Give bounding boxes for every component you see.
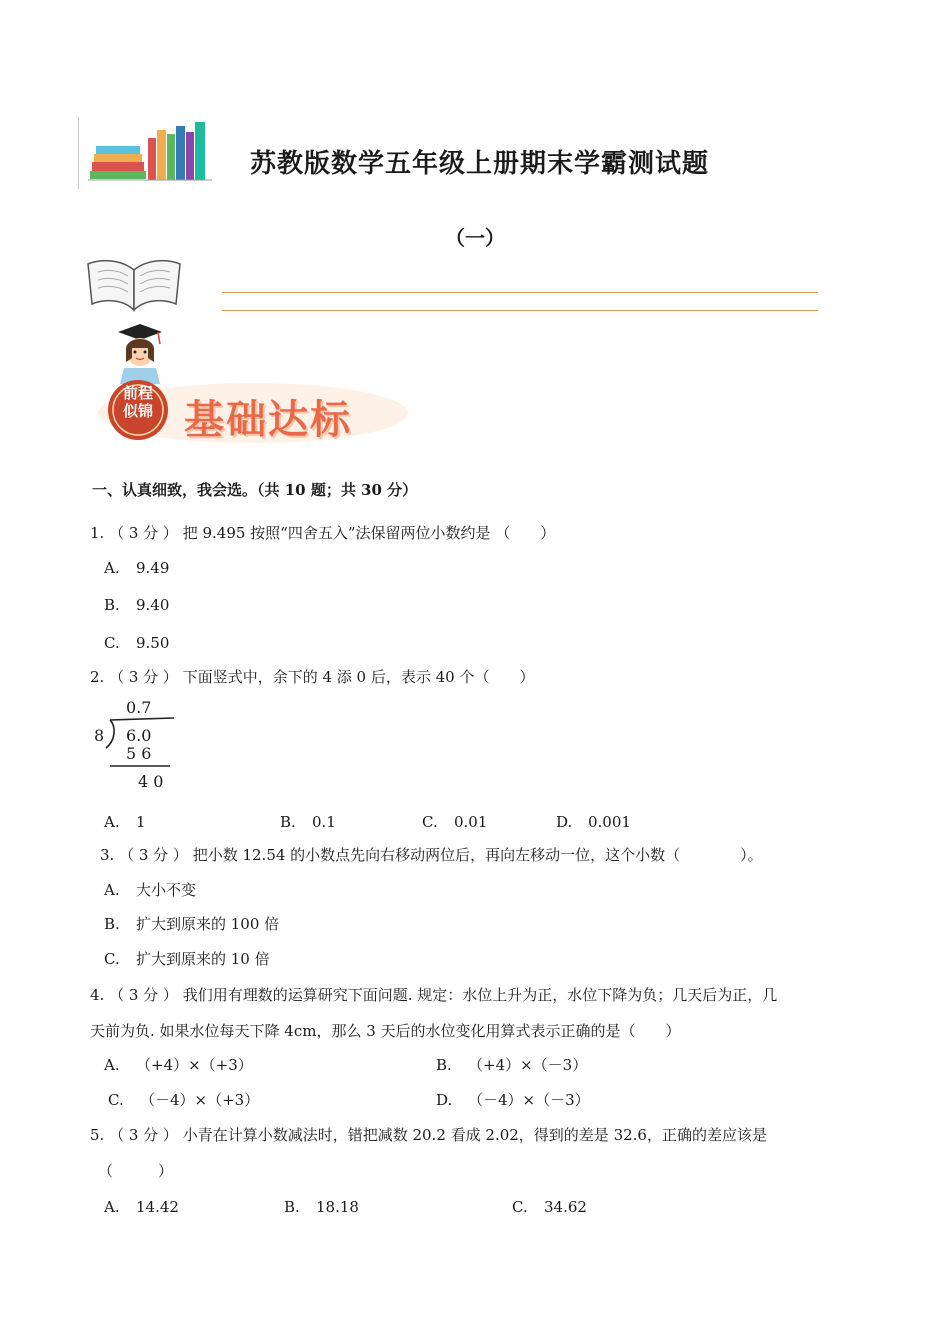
option-letter: D. — [556, 813, 573, 831]
open-book-icon — [84, 252, 184, 316]
option-text: 14.42 — [136, 1198, 179, 1216]
division-quotient: 0.7 — [126, 698, 152, 717]
option-text: 34.62 — [544, 1198, 587, 1216]
question-5-stem-line-1: 5. （ 3 分 ） 小青在计算小数减法时，错把减数 20.2 看成 2.02，得到的差是 32.6，正确的差应该是 — [90, 1126, 767, 1144]
option-text: 18.18 — [316, 1198, 359, 1216]
option-letter: A. — [104, 559, 120, 577]
basic-badge — [88, 318, 418, 448]
question-3-option-c[interactable] — [104, 949, 270, 969]
question-1-option-c[interactable] — [104, 633, 169, 653]
question-4-option-d[interactable] — [436, 1090, 590, 1110]
option-text: 9.40 — [136, 596, 170, 614]
page-title: 苏教版数学五年级上册期末学霸测试题 — [250, 149, 710, 179]
division-dividend: 6.0 — [126, 726, 152, 745]
option-letter: C. — [108, 1091, 124, 1109]
question-5-option-a[interactable] — [104, 1197, 179, 1217]
books-icon — [88, 118, 212, 182]
question-4-stem-line-1: 4. （ 3 分 ） 我们用有理数的运算研究下面问题. 规定：水位上升为正，水位下降为负；几天后为正，几 — [90, 986, 778, 1004]
option-letter: C. — [422, 813, 438, 831]
option-text: 大小不变 — [136, 881, 197, 899]
option-text: 0.01 — [454, 813, 488, 831]
question-4-option-b[interactable] — [436, 1055, 587, 1075]
question-3-option-b[interactable] — [104, 914, 279, 934]
question-2-option-c[interactable] — [422, 812, 487, 832]
option-letter: C. — [512, 1198, 528, 1216]
header-divider — [78, 117, 79, 189]
option-text: 扩大到原来的 100 倍 — [136, 915, 280, 933]
option-text: 0.001 — [588, 813, 631, 831]
option-text: （+4）×（－3） — [468, 1056, 588, 1074]
option-text: （－4）×（+3） — [140, 1091, 260, 1109]
rule-line-bottom — [222, 310, 818, 311]
option-letter: A. — [104, 1056, 120, 1074]
option-letter: A. — [104, 813, 120, 831]
option-letter: B. — [104, 915, 120, 933]
division-remainder: 4 0 — [138, 772, 164, 791]
badge-circle-line-2: 似锦 — [122, 402, 153, 420]
question-3-stem: 3. （ 3 分 ） 把小数 12.54 的小数点先向右移动两位后，再向左移动一位，这个小数（ ）。 — [100, 846, 763, 864]
option-text: 9.50 — [136, 634, 170, 652]
question-5-option-b[interactable] — [284, 1197, 359, 1217]
question-5-stem-line-2: （ ） — [98, 1162, 174, 1180]
question-4-option-c[interactable] — [108, 1090, 259, 1110]
section-heading: 一、认真细致，我会选。（共 10 题；共 30 分） — [92, 481, 418, 499]
option-text: （+4）×（+3） — [136, 1056, 253, 1074]
option-letter: B. — [284, 1198, 300, 1216]
division-product: 5 6 — [126, 744, 152, 763]
question-3-option-a[interactable] — [104, 880, 196, 900]
question-1-option-a[interactable] — [104, 558, 169, 578]
option-text: 扩大到原来的 10 倍 — [136, 950, 270, 968]
option-letter: B. — [104, 596, 120, 614]
option-text: 0.1 — [312, 813, 336, 831]
option-letter: B. — [280, 813, 296, 831]
question-2-option-a[interactable] — [104, 812, 146, 832]
option-letter: B. — [436, 1056, 452, 1074]
question-1-option-b[interactable] — [104, 595, 169, 615]
long-division-figure — [92, 696, 192, 796]
question-5-option-c[interactable] — [512, 1197, 587, 1217]
badge-circle-text — [120, 384, 156, 420]
option-text: 1 — [136, 813, 146, 831]
option-letter: C. — [104, 634, 120, 652]
rule-line-top — [222, 292, 818, 293]
option-letter: A. — [104, 1198, 120, 1216]
question-2-option-d[interactable] — [556, 812, 631, 832]
option-text: 9.49 — [136, 559, 170, 577]
question-4-option-a[interactable] — [104, 1055, 253, 1075]
badge-circle-line-1: 前程 — [122, 384, 153, 402]
option-letter: A. — [104, 881, 120, 899]
question-4-stem-line-2: 天前为负. 如果水位每天下降 4cm，那么 3 天后的水位变化用算式表示正确的是（ ） — [90, 1022, 681, 1040]
badge-banner: 基础达标 — [184, 397, 352, 443]
question-2-option-b[interactable] — [280, 812, 336, 832]
option-text: （－4）×（－3） — [468, 1091, 590, 1109]
question-1-stem: 1. （ 3 分 ） 把 9.495 按照“四舍五入”法保留两位小数约是 （ ） — [90, 524, 556, 542]
division-divisor: 8 — [94, 726, 105, 745]
question-2-stem: 2. （ 3 分 ） 下面竖式中，余下的 4 添 0 后，表示 40 个（ ） — [90, 668, 535, 686]
page-subtitle: （一） — [445, 226, 505, 250]
option-letter: C. — [104, 950, 120, 968]
option-letter: D. — [436, 1091, 453, 1109]
